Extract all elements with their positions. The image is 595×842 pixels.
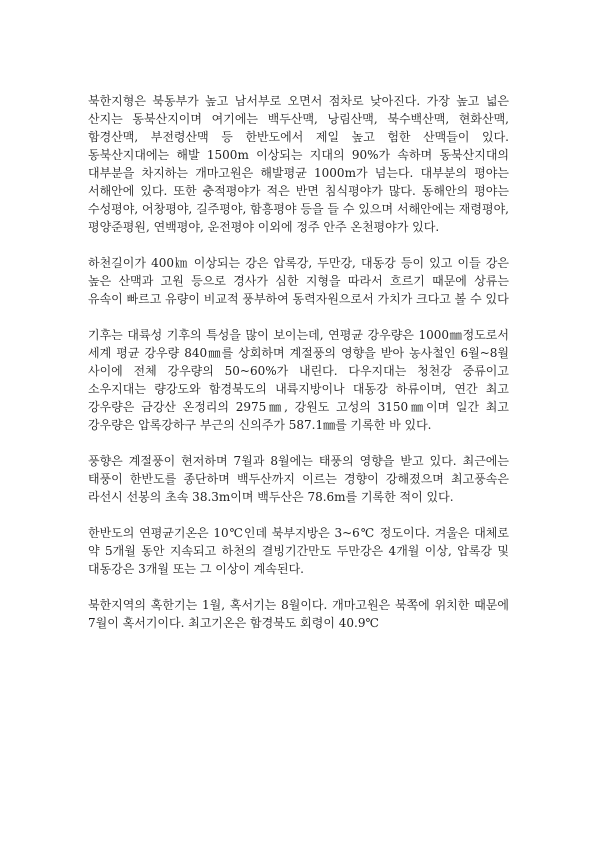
paragraph-extremes: 북한지역의 혹한기는 1월, 혹서기는 8월이다. 개마고원은 북쪽에 위치한 때문에 7월이 혹서기이다. 최고기온은 함경북도 회령이 40.9℃ bbox=[88, 598, 509, 630]
paragraph-climate-rainfall: 기후는 대륙성 기후의 특성을 많이 보이는데, 연평균 강우량은 1000㎜정도로서 세계 평균 강우량 840㎜를 상회하며 계절풍의 영향을 받아 농사철인 6월~8월 사이에 전체 강우량의 50~60%가 내린다. 다우지대는 청천강 중류이고 소우지대는 량강도와 함경북도의 내륙지방이나 대동강 하류이며, 연간 최고 강우량은 금강산 온정리의 2975㎜, 강원도 고성의 3150㎜이며 일간 최고 강우량은 압록강하구 부근의 신의주가 587.1㎜를 기록한 바 있다. bbox=[88, 328, 509, 432]
paragraph-temperature: 한반도의 연평균기온은 10℃인데 북부지방은 3~6℃ 정도이다. 겨울은 대체로 약 5개월 동안 지속되고 하천의 결빙기간만도 두만강은 4개월 이상, 압록강 및 대동강은 3개월 또는 그 이상이 계속된다. bbox=[88, 526, 509, 576]
document-page bbox=[88, 92, 509, 632]
paragraph-rivers: 하천길이가 400㎞ 이상되는 강은 압록강, 두만강, 대동강 등이 있고 이들 강은 높은 산맥과 고원 등으로 경사가 심한 지형을 따라서 흐르기 때문에 상류는 유속이 빠르고 유량이 비교적 풍부하여 동력자원으로서 가치가 크다고 볼 수 있다 bbox=[88, 256, 509, 306]
paragraph-wind: 풍향은 계절풍이 현저하며 7월과 8월에는 태풍의 영향을 받고 있다. 최근에는 태풍이 한반도를 종단하며 백두산까지 이르는 경향이 강해졌으며 최고풍속은 라선시 선봉의 초속 38.3m이며 백두산은 78.6m를 기록한 적이 있다. bbox=[88, 454, 509, 504]
paragraph-terrain: 북한지형은 북동부가 높고 남서부로 오면서 점차로 낮아진다. 가장 높고 넓은 산지는 동북산지이며 여기에는 백두산맥, 낭림산맥, 북수백산맥, 현화산맥, 함경산맥, 부전령산맥 등 한반도에서 제일 높고 험한 산맥들이 있다. 동북산지대에는 해발 1500m 이상되는 지대의 90%가 속하며 동북산지대의 대부분을 차지하는 개마고원은 해발평균 1000m가 넘는다. 대부분의 평야는 서해안에 있다. 또한 충적평야가 적은 반면 침식평야가 많다. 동해안의 평야는 수성평야, 어창평야, 길주평야, 함흥평야 등을 들 수 있으며 서해안에는 재령평야, 평양준평원, 연백평야, 운전평야 이외에 정주 안주 온천평야가 있다. bbox=[88, 94, 509, 234]
